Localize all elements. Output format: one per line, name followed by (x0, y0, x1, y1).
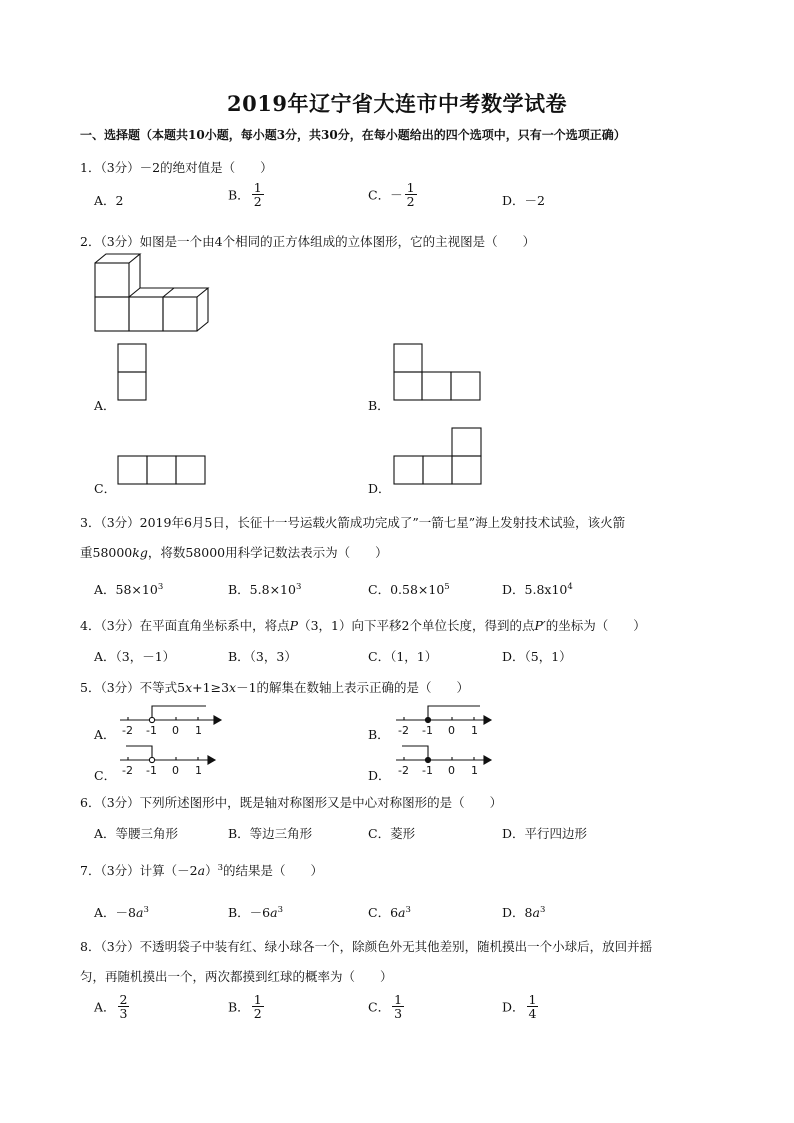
q1-c-fraction: $\frac{1}{2}$ (406, 180, 415, 210)
q4-option-d: D．（5，1） (502, 649, 572, 664)
q8-c-fraction: $\frac{1}{3}$ (394, 992, 403, 1022)
q5-a-tick-1: -2 (122, 724, 133, 737)
q5-a-tick-2: -1 (146, 724, 157, 737)
q5-d-tick-3: 0 (448, 764, 455, 777)
q5-a-tick-3: 0 (172, 724, 179, 737)
q7-option-b: B．$-6a^3$ (228, 904, 284, 920)
q5-option-b: B． (368, 727, 390, 742)
q5-c-tick-2: -1 (146, 764, 157, 777)
q1-stem: 1．（3分）－2的绝对值是（ ） (80, 160, 273, 175)
q3-stem-line1: 3．（3分）2019年6月5日，长征十一号运载火箭成功完成了”一箭七星”海上发射技术试验，该火箭 (80, 515, 626, 530)
q1-option-b: B． $\frac{1}{2}$ (228, 180, 262, 210)
q5-b-tick-2: -1 (422, 724, 433, 737)
q5-c-tick-1: -2 (122, 764, 133, 777)
q4-stem: 4．（3分）在平面直角坐标系中，将点P（3，1）向下平移2个单位长度，得到的点P′的坐标为（ ） (80, 618, 646, 633)
q8-stem-line1: 8．（3分）不透明袋子中装有红、绿小球各一个，除颜色外无其他差别，随机摸出一个小球后，放回并摇 (80, 939, 653, 954)
q5-b-tick-4: 1 (471, 724, 478, 737)
q7-option-a: A．$-8a^3$ (94, 904, 149, 920)
q1-option-d: D．－2 (502, 193, 545, 208)
q6-option-a: A．等腰三角形 (94, 826, 179, 841)
q5-c-tick-4: 1 (195, 764, 202, 777)
section-heading: 一、选择题（本题共10小题，每小题3分，共30分，在每小题给出的四个选项中，只有一个选项正确） (80, 128, 626, 142)
q5-d-tick-4: 1 (471, 764, 478, 777)
q8-option-b: B． $\frac{1}{2}$ (228, 992, 262, 1022)
q8-option-a: A． $\frac{2}{3}$ (94, 992, 128, 1022)
q4-option-a: A．（3，－1） (94, 649, 176, 664)
q6-option-b: B．等边三角形 (228, 826, 313, 841)
q5-a-tick-4: 1 (195, 724, 202, 737)
q4-option-c: C．（1，1） (368, 649, 438, 664)
q7-stem: 7．（3分）计算$(-2a)^3$的结果是（ ） (80, 862, 324, 878)
q5-d-tick-2: -1 (422, 764, 433, 777)
q5-option-d: D． (368, 768, 391, 783)
q2-stem: 2．（3分）如图是一个由4个相同的正方体组成的立体图形，它的主视图是（ ） (80, 234, 536, 249)
q1-b-fraction: $\frac{1}{2}$ (253, 180, 262, 210)
q3-stem-line2: 重58000kg，将数58000用科学记数法表示为（ ） (80, 545, 388, 560)
q5-option-c: C． (94, 768, 117, 783)
q8-option-d: D． $\frac{1}{4}$ (502, 992, 537, 1022)
q6-option-c: C．菱形 (368, 826, 416, 841)
q3-option-d: D．$5.8x10^4$ (502, 581, 573, 597)
q1-option-c: C．－ $\frac{1}{2}$ (368, 180, 415, 210)
q6-stem: 6．（3分）下列所述图形中，既是轴对称图形又是中心对称图形的是（ ） (80, 795, 503, 810)
q7-option-c: C．$6a^3$ (368, 904, 411, 920)
q5-d-tick-1: -2 (398, 764, 409, 777)
q2-option-b: B． (368, 398, 390, 413)
q5-b-tick-3: 0 (448, 724, 455, 737)
q7-option-d: D．$8a^3$ (502, 904, 546, 920)
q8-stem-line2: 匀，再随机摸出一个，两次都摸到红球的概率为（ ） (80, 969, 393, 984)
q3-option-b: B．$5.8\times 10^3$ (228, 581, 302, 597)
paper-title: 2019年辽宁省大连市中考数学试卷 (227, 91, 567, 116)
q5-c-tick-3: 0 (172, 764, 179, 777)
q8-b-fraction: $\frac{1}{2}$ (253, 992, 262, 1022)
q5-stem: 5．（3分）不等式5x+1≥3x－1的解集在数轴上表示正确的是（ ） (80, 680, 470, 695)
q4-option-b: B．（3，3） (228, 649, 297, 664)
q6-option-d: D．平行四边形 (502, 826, 588, 841)
q8-d-fraction: $\frac{1}{4}$ (528, 992, 537, 1022)
q2-option-a: A． (94, 398, 116, 413)
q2-option-c: C． (94, 481, 117, 496)
q8-a-fraction: $\frac{2}{3}$ (119, 992, 128, 1022)
q1-option-a: A．2 (94, 193, 124, 208)
q5-b-tick-1: -2 (398, 724, 409, 737)
q2-option-d: D． (368, 481, 391, 496)
q8-option-c: C． $\frac{1}{3}$ (368, 992, 403, 1022)
q5-option-a: A． (94, 727, 116, 742)
q3-option-a: A．$58\times 10^3$ (94, 581, 164, 597)
q3-option-c: C．$0.58\times 10^5$ (368, 581, 450, 597)
